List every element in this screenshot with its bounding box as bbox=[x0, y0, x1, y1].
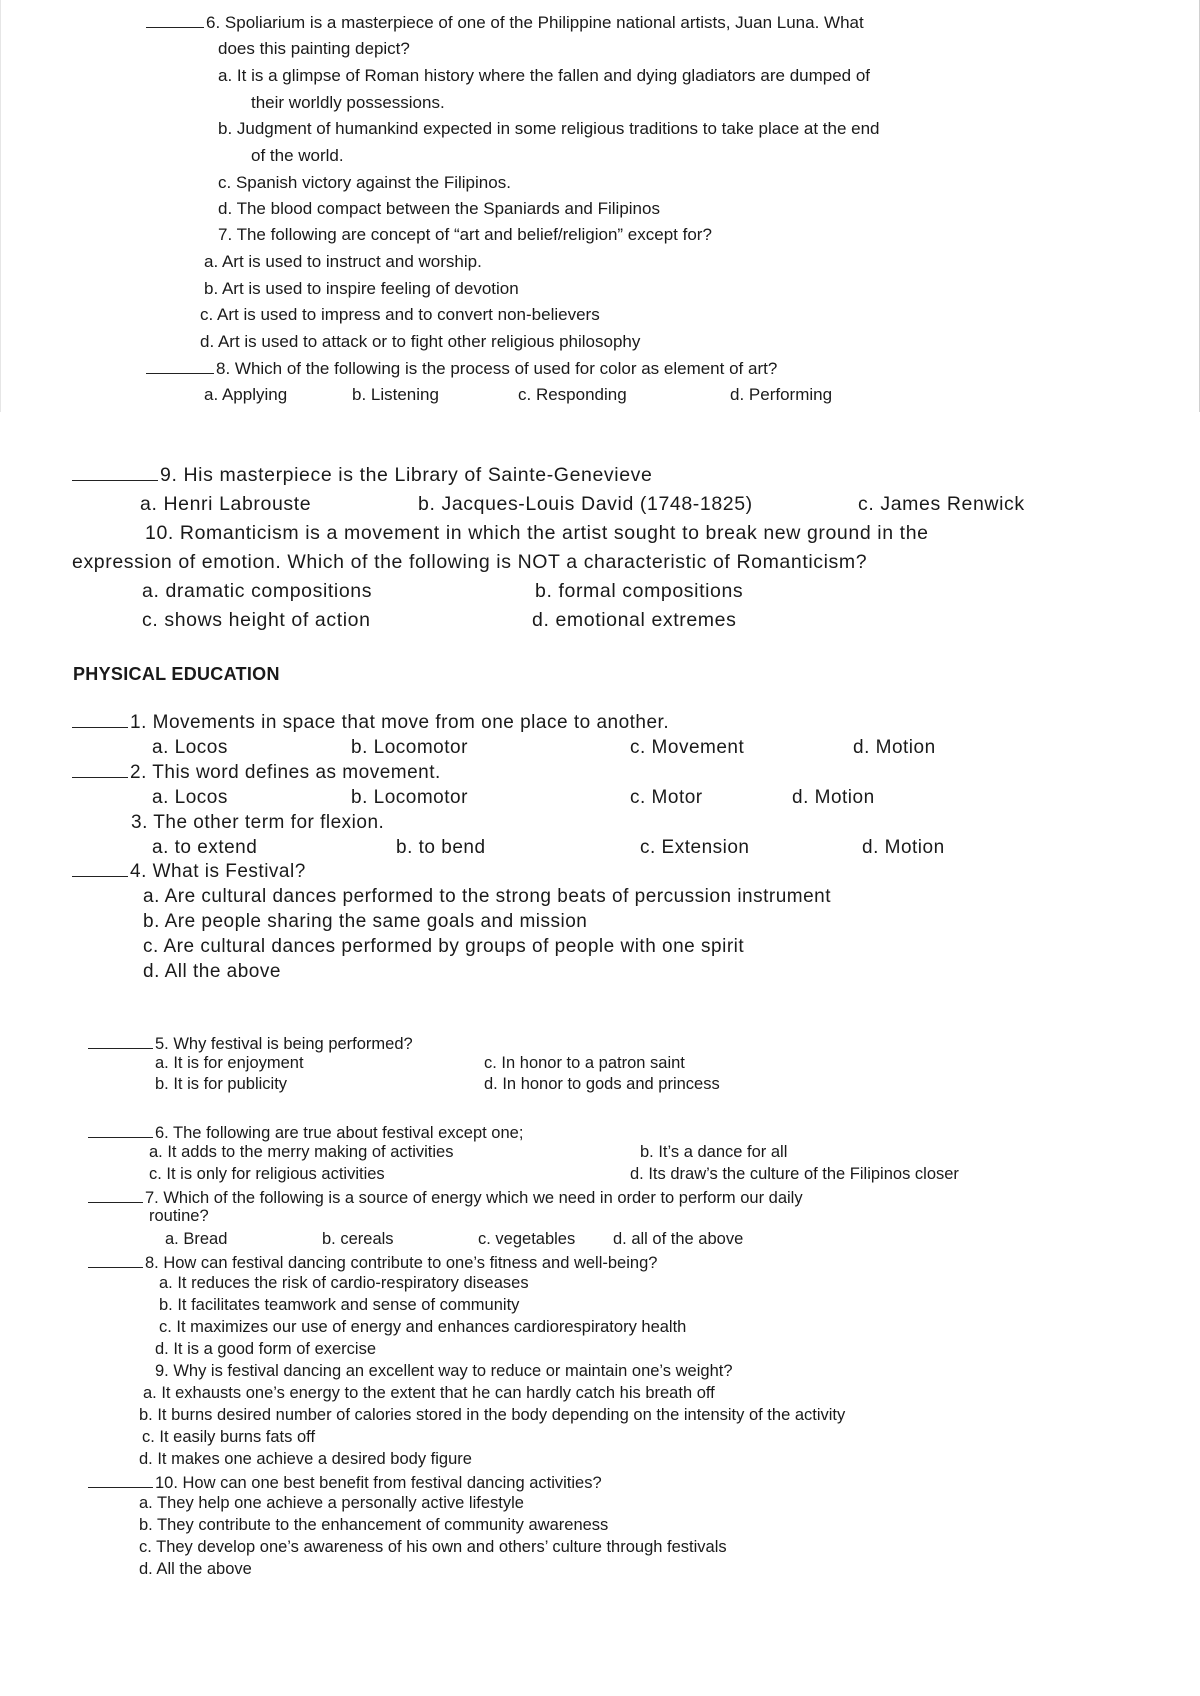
pe-q5-stem bbox=[88, 1034, 413, 1053]
arts-q9-stem-text: 9. His masterpiece is the Library of Sainte-Genevieve bbox=[160, 464, 653, 486]
pe-q10-stem-text: 10. How can one best benefit from festival dancing activities? bbox=[155, 1474, 602, 1492]
pe-q6-stem bbox=[88, 1123, 523, 1142]
arts-q7-option-a: a. Art is used to instruct and worship. bbox=[204, 252, 482, 271]
answer-blank[interactable] bbox=[72, 466, 158, 481]
pe-q9-option-d: d. It makes one achieve a desired body figure bbox=[139, 1450, 472, 1468]
arts-q8-option-b: b. Listening bbox=[352, 385, 439, 404]
arts-q6-option-a: a. It is a glimpse of Roman history where the fallen and dying gladiators are dumped of bbox=[218, 66, 871, 85]
arts-q7-option-d: d. Art is used to attack or to fight other religious philosophy bbox=[200, 332, 641, 351]
pe-q9-option-c: c. It easily burns fats off bbox=[142, 1428, 316, 1446]
answer-blank[interactable] bbox=[88, 1123, 153, 1138]
pe-q10-option-a: a. They help one achieve a personally active lifestyle bbox=[139, 1494, 524, 1512]
pe-q4-option-b: b. Are people sharing the same goals and mission bbox=[143, 911, 588, 932]
pe-q6-option-a: a. It adds to the merry making of activities bbox=[149, 1143, 454, 1161]
pe-q6-option-d: d. Its draw’s the culture of the Filipinos closer bbox=[630, 1165, 959, 1183]
answer-blank[interactable] bbox=[88, 1034, 153, 1049]
pe-q4-option-a: a. Are cultural dances performed to the strong beats of percussion instrument bbox=[143, 886, 832, 907]
answer-blank[interactable] bbox=[72, 713, 128, 728]
pe-q3-stem: 3. The other term for flexion. bbox=[131, 812, 385, 833]
arts-q8-option-a: a. Applying bbox=[204, 385, 288, 404]
arts-q6-stem-text: 6. Spoliarium is a masterpiece of one of the Philippine national artists, Juan Luna. What bbox=[206, 13, 864, 32]
pe-q5-option-d: d. In honor to gods and princess bbox=[484, 1075, 720, 1093]
pe-q8-option-b: b. It facilitates teamwork and sense of community bbox=[159, 1296, 520, 1314]
pe-q6-option-c: c. It is only for religious activities bbox=[149, 1165, 385, 1183]
arts-q7-option-c: c. Art is used to impress and to convert non-believers bbox=[200, 305, 600, 324]
pe-q10-option-c: c. They develop one’s awareness of his own and others’ culture through festivals bbox=[139, 1538, 727, 1556]
pe-q6-stem-text: 6. The following are true about festival except one; bbox=[155, 1124, 524, 1142]
pe-q3-option-d: d. Motion bbox=[862, 837, 945, 858]
answer-blank[interactable] bbox=[72, 862, 128, 877]
arts-q9-option-c: c. James Renwick bbox=[858, 493, 1025, 515]
pe-q7-option-a: a. Bread bbox=[165, 1230, 228, 1248]
pe-q4-option-c: c. Are cultural dances performed by groups of people with one spirit bbox=[143, 936, 745, 957]
arts-q9-option-b: b. Jacques-Louis David (1748-1825) bbox=[418, 493, 753, 515]
pe-q10-option-b: b. They contribute to the enhancement of community awareness bbox=[139, 1516, 609, 1534]
arts-q6-option-d: d. The blood compact between the Spaniards and Filipinos bbox=[218, 199, 660, 218]
pe-q2-option-d: d. Motion bbox=[792, 787, 875, 808]
pe-q8-option-d: d. It is a good form of exercise bbox=[155, 1340, 377, 1358]
arts-q9-option-a: a. Henri Labrouste bbox=[140, 493, 312, 515]
pe-q5-option-b: b. It is for publicity bbox=[155, 1075, 288, 1093]
arts-q7-option-b: b. Art is used to inspire feeling of devotion bbox=[204, 279, 519, 298]
arts-q9-stem bbox=[72, 466, 652, 486]
arts-q7-stem: 7. The following are concept of “art and belief/religion” except for? bbox=[218, 225, 712, 244]
arts-q10-option-d: d. emotional extremes bbox=[532, 609, 737, 631]
arts-q10-option-c: c. shows height of action bbox=[142, 609, 371, 631]
pe-q4-option-d: d. All the above bbox=[143, 961, 281, 982]
pe-q4-stem-text: 4. What is Festival? bbox=[130, 861, 306, 882]
pe-q10-option-d: d. All the above bbox=[139, 1560, 252, 1578]
pe-q9-stem: 9. Why is festival dancing an excellent way to reduce or maintain one’s weight? bbox=[155, 1362, 733, 1380]
answer-blank[interactable] bbox=[146, 13, 204, 28]
arts-q6-option-a-cont: their worldly possessions. bbox=[251, 93, 445, 112]
arts-q6-option-c: c. Spanish victory against the Filipinos. bbox=[218, 173, 511, 192]
answer-blank[interactable] bbox=[88, 1473, 153, 1488]
pe-q9-option-a: a. It exhausts one’s energy to the extent that he can hardly catch his breath off bbox=[143, 1384, 715, 1402]
arts-q6-option-b-cont: of the world. bbox=[251, 146, 344, 165]
pe-q5-option-c: c. In honor to a patron saint bbox=[484, 1054, 685, 1072]
pe-q7-option-b: b. cereals bbox=[322, 1230, 394, 1248]
pe-q7-stem-cont: routine? bbox=[149, 1207, 209, 1225]
answer-blank[interactable] bbox=[146, 359, 214, 374]
pe-q2-option-b: b. Locomotor bbox=[351, 787, 468, 808]
pe-q5-option-a: a. It is for enjoyment bbox=[155, 1054, 304, 1072]
arts-q6-stem-cont: does this painting depict? bbox=[218, 39, 410, 58]
pe-q1-stem-text: 1. Movements in space that move from one place to another. bbox=[130, 712, 670, 733]
answer-blank[interactable] bbox=[88, 1253, 143, 1268]
arts-q8-option-d: d. Performing bbox=[730, 385, 833, 404]
pe-q3-option-c: c. Extension bbox=[640, 837, 750, 858]
pe-q10-stem bbox=[88, 1473, 602, 1492]
pe-q8-stem bbox=[88, 1253, 657, 1272]
pe-q2-stem-text: 2. This word defines as movement. bbox=[130, 762, 441, 783]
arts-q8-option-c: c. Responding bbox=[518, 385, 627, 404]
pe-q3-option-b: b. to bend bbox=[396, 837, 486, 858]
arts-q8-stem-text: 8. Which of the following is the process of used for color as element of art? bbox=[216, 359, 778, 378]
answer-blank[interactable] bbox=[88, 1188, 143, 1203]
pe-q1-option-b: b. Locomotor bbox=[351, 737, 468, 758]
arts-q10-option-b: b. formal compositions bbox=[535, 580, 744, 602]
arts-q6-option-b: b. Judgment of humankind expected in some religious traditions to take place at the end bbox=[218, 119, 880, 138]
scan-edge-left bbox=[0, 0, 1, 412]
pe-q6-option-b: b. It’s a dance for all bbox=[640, 1143, 788, 1161]
pe-q1-option-c: c. Movement bbox=[630, 737, 745, 758]
pe-q3-option-a: a. to extend bbox=[152, 837, 258, 858]
pe-q9-option-b: b. It burns desired number of calories stored in the body depending on the intensity of the activity bbox=[139, 1406, 846, 1424]
pe-q7-stem bbox=[88, 1188, 803, 1207]
pe-q1-option-d: d. Motion bbox=[853, 737, 936, 758]
pe-q7-option-c: c. vegetables bbox=[478, 1230, 576, 1248]
arts-q10-option-a: a. dramatic compositions bbox=[142, 580, 373, 602]
pe-q4-stem bbox=[72, 862, 306, 881]
pe-q7-option-d: d. all of the above bbox=[613, 1230, 744, 1248]
pe-q7-stem-text: 7. Which of the following is a source of energy which we need in order to perform our daily bbox=[145, 1189, 803, 1207]
pe-q8-option-a: a. It reduces the risk of cardio-respiratory diseases bbox=[159, 1274, 529, 1292]
pe-q2-stem bbox=[72, 763, 441, 782]
arts-q10-stem: 10. Romanticism is a movement in which the artist sought to break new ground in the bbox=[145, 522, 929, 544]
arts-q6-stem bbox=[146, 13, 864, 31]
arts-q8-stem bbox=[146, 359, 777, 377]
arts-q10-stem-cont: expression of emotion. Which of the following is NOT a characteristic of Romanticism? bbox=[72, 551, 868, 573]
pe-q1-option-a: a. Locos bbox=[152, 737, 228, 758]
section-heading-pe: PHYSICAL EDUCATION bbox=[73, 664, 280, 684]
pe-q2-option-c: c. Motor bbox=[630, 787, 703, 808]
pe-q5-stem-text: 5. Why festival is being performed? bbox=[155, 1035, 413, 1053]
pe-q2-option-a: a. Locos bbox=[152, 787, 228, 808]
pe-q1-stem bbox=[72, 713, 669, 732]
answer-blank[interactable] bbox=[72, 763, 128, 778]
pe-q8-option-c: c. It maximizes our use of energy and enhances cardiorespiratory health bbox=[159, 1318, 687, 1336]
pe-q8-stem-text: 8. How can festival dancing contribute to one’s fitness and well-being? bbox=[145, 1254, 658, 1272]
